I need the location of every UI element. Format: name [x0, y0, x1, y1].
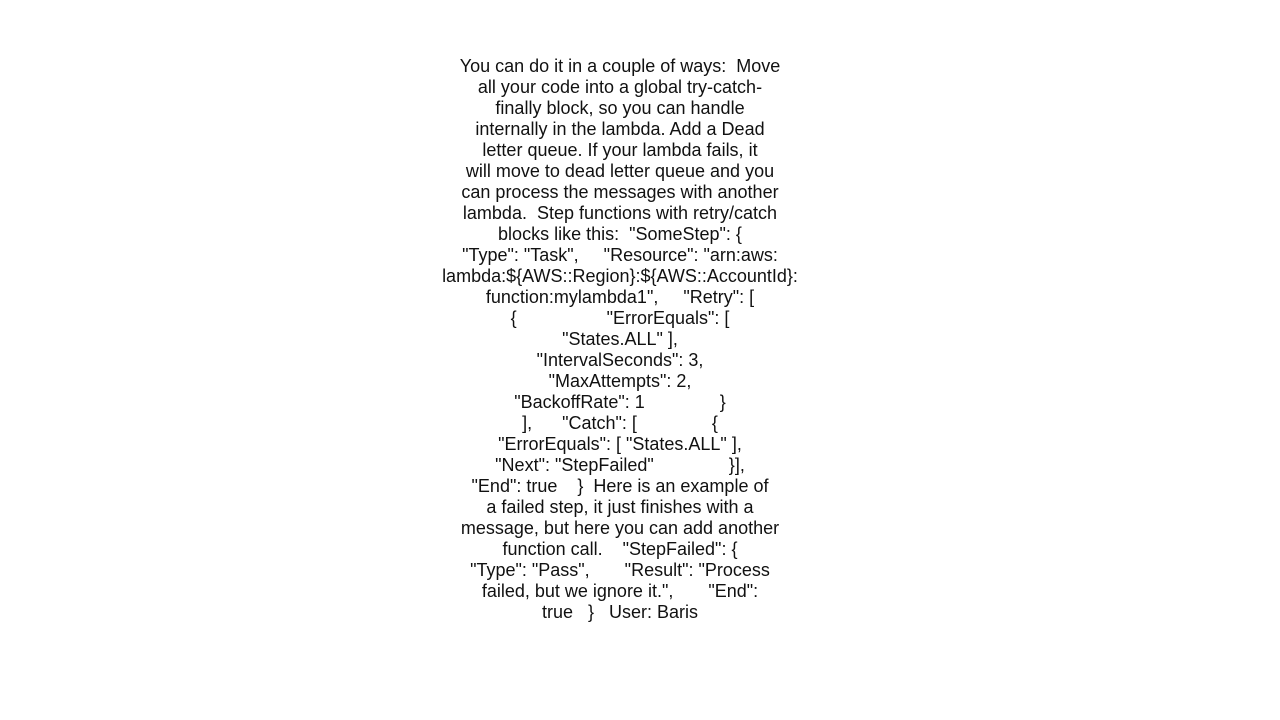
answer-line: "End": true } Here is an example of: [471, 476, 769, 496]
answer-line: true } User: Baris: [541, 602, 699, 622]
answer-line: function:mylambda1", "Retry": [: [485, 287, 755, 307]
answer-line: "States.ALL" ],: [562, 329, 678, 349]
answer-line: finally block, so you can handle: [495, 98, 745, 118]
answer-line: lambda. Step functions with retry/catch: [462, 203, 778, 223]
answer-line: message, but here you can add another: [460, 518, 780, 538]
answer-line: "IntervalSeconds": 3,: [536, 350, 704, 370]
answer-line: "Type": "Task", "Resource": "arn:aws:: [462, 245, 778, 265]
answer-line: all your code into a global try-catch-: [477, 77, 763, 97]
answer-line: function call. "StepFailed": {: [502, 539, 738, 559]
answer-line: ], "Catch": [ {: [522, 413, 718, 433]
answer-line: can process the messages with another: [461, 182, 779, 202]
answer-line: "Type": "Pass", "Result": "Process: [470, 560, 770, 580]
answer-text-block: [440, 56, 800, 623]
answer-line: lambda:${AWS::Region}:${AWS::AccountId}:: [442, 266, 798, 286]
answer-line: You can do it in a couple of ways: Move: [459, 56, 781, 76]
answer-line: blocks like this: "SomeStep": {: [498, 224, 742, 244]
answer-line: will move to dead letter queue and you: [465, 161, 775, 181]
answer-line: internally in the lambda. Add a Dead: [475, 119, 765, 139]
answer-line: "BackoffRate": 1 }: [514, 392, 726, 412]
answer-line: a failed step, it just finishes with a: [486, 497, 754, 517]
answer-line: { "ErrorEquals": [: [510, 308, 730, 328]
answer-line: "MaxAttempts": 2,: [548, 371, 692, 391]
answer-line: "ErrorEquals": [ "States.ALL" ],: [498, 434, 742, 454]
answer-line: failed, but we ignore it.", "End":: [481, 581, 759, 601]
answer-line: letter queue. If your lambda fails, it: [482, 140, 758, 160]
answer-line: "Next": "StepFailed" }],: [495, 455, 745, 475]
